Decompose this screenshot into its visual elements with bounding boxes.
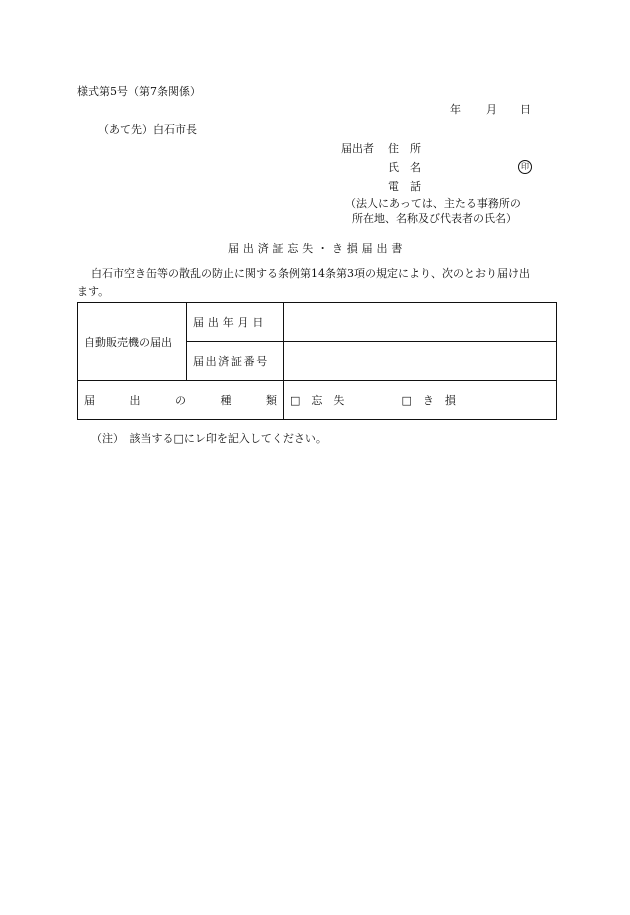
- corporate-note-line2: 所在地、名称及び代表者の氏名）: [352, 212, 517, 225]
- notification-table: [77, 302, 557, 420]
- body-text-line2: ます。: [77, 285, 110, 298]
- damage-checkbox-option[interactable]: □ き 損: [401, 394, 456, 407]
- notification-type-label-cell: [78, 381, 284, 420]
- document-title: 届出済証忘失・き損届出書: [228, 242, 407, 255]
- phone-label: 電 話: [388, 180, 421, 193]
- corporate-note-line1: （法人にあっては、主たる事務所の: [345, 197, 521, 210]
- seal-mark: [518, 160, 532, 174]
- type-label-char: の: [175, 394, 186, 407]
- type-label-char: 類: [266, 394, 277, 407]
- form-number: 様式第5号（第7条関係）: [77, 85, 201, 98]
- type-label-char: 出: [129, 394, 141, 407]
- applicant-label: 届出者: [341, 142, 374, 155]
- certificate-number-label: 届出済証番号: [187, 342, 284, 381]
- date-month-label: 月: [486, 103, 497, 116]
- notification-date-field[interactable]: [284, 303, 557, 342]
- notification-date-label: 届出年月日: [187, 303, 284, 342]
- date-day-label: 日: [520, 103, 531, 116]
- loss-checkbox-option[interactable]: □ 忘 失: [290, 394, 345, 407]
- address-label: 住 所: [388, 142, 421, 155]
- vending-machine-group-label: 自動販売機の届出: [84, 335, 172, 349]
- body-text-line1: 白石市空き缶等の散乱の防止に関する条例第14条第3項の規定により、次のとおり届け出: [91, 267, 530, 280]
- name-label: 氏 名: [388, 161, 421, 174]
- type-label-char: 種: [220, 394, 232, 407]
- addressee: （あて先）白石市長: [98, 123, 197, 136]
- type-label-char: 届: [84, 394, 95, 407]
- date-year-label: 年: [450, 103, 461, 116]
- notification-type-options: [284, 381, 557, 420]
- footnote: （注） 該当する□にレ印を記入してください。: [91, 432, 327, 445]
- vending-machine-group-cell: [78, 303, 187, 381]
- seal-icon: 印: [518, 160, 532, 174]
- certificate-number-field[interactable]: [284, 342, 557, 381]
- table-row: [78, 303, 557, 342]
- table-row: [78, 381, 557, 420]
